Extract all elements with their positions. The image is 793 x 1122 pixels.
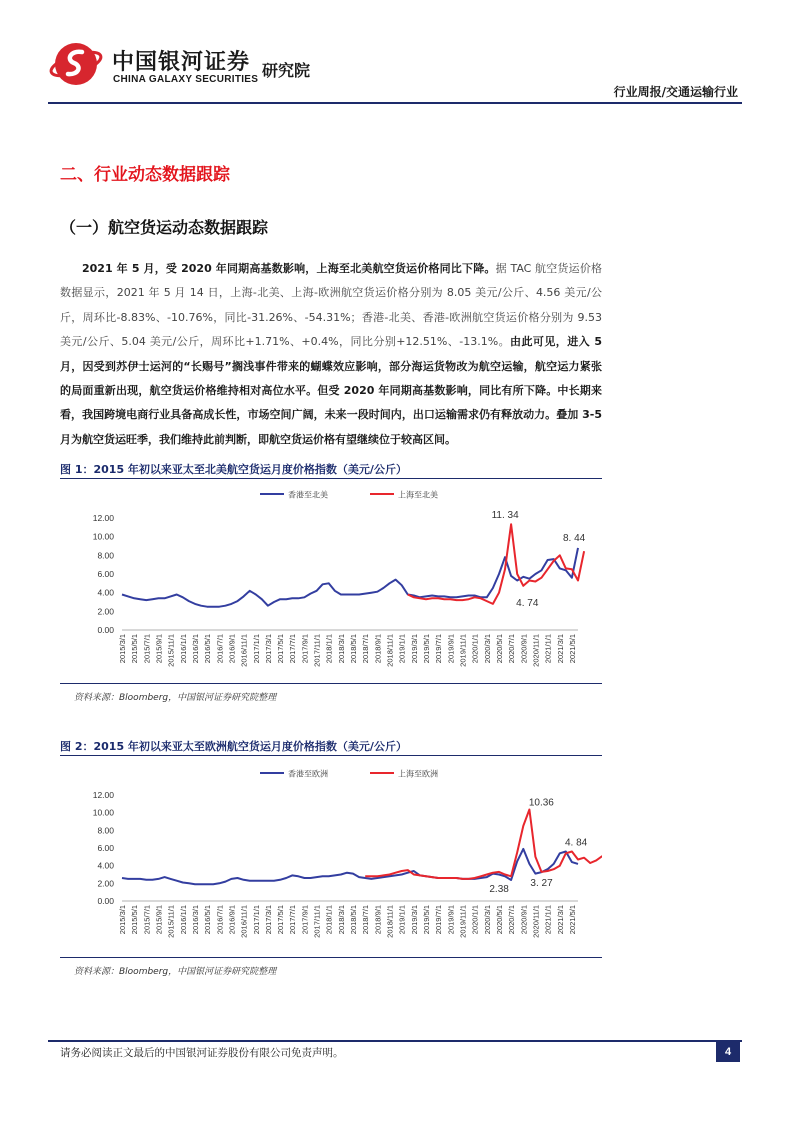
body-lead-sentence: 2021 年 5 月，受 2020 年同期高基数影响，上海至北美航空货运价格同比下降。 [82, 262, 496, 275]
series-line-hongkong [122, 548, 578, 607]
x-tick-label: 2017/3/1 [263, 905, 273, 935]
x-tick-label: 2021/3/1 [555, 905, 565, 935]
legend-label: 香港至欧洲 [288, 769, 328, 779]
y-tick-label: 10.00 [92, 531, 114, 542]
x-tick-label: 2015/3/1 [118, 634, 127, 664]
x-tick-label: 2018/5/1 [349, 634, 359, 664]
y-tick-label: 0.00 [97, 625, 114, 635]
x-tick-label: 2018/3/1 [336, 905, 346, 935]
x-tick-label: 2018/7/1 [361, 634, 371, 664]
figure2-source: 资料来源：Bloomberg，中国银河证券研究院整理 [74, 967, 277, 977]
galaxy-logo-icon [48, 40, 104, 88]
section-subtitle: （一）航空货运动态数据跟踪 [60, 218, 269, 237]
x-tick-label: 2016/3/1 [190, 634, 200, 664]
x-tick-label: 2021/3/1 [555, 634, 565, 664]
x-tick-label: 2016/3/1 [190, 905, 200, 935]
x-tick-label: 2017/1/1 [251, 905, 261, 935]
data-label: 2.38 [489, 883, 509, 895]
x-tick-label: 2018/7/1 [361, 905, 371, 935]
data-label: 4. 74 [516, 597, 539, 609]
figure2-top-rule [60, 755, 602, 756]
x-tick-label: 2020/5/1 [494, 634, 504, 664]
x-tick-label: 2015/3/1 [118, 905, 127, 935]
company-name-cn: 中国银河证券 [112, 50, 251, 75]
y-tick-label: 4.00 [97, 860, 114, 871]
figure2-title: 图 2：2015 年初以来亚太至欧洲航空货运月度价格指数（美元/公斤） [60, 740, 407, 753]
x-tick-label: 2016/1/1 [178, 905, 188, 935]
x-tick-label: 2016/9/1 [227, 905, 237, 935]
y-tick-label: 12.00 [92, 513, 114, 523]
x-tick-label: 2017/5/1 [276, 905, 286, 935]
x-tick-label: 2017/9/1 [300, 634, 310, 664]
x-tick-label: 2015/9/1 [154, 634, 164, 664]
x-tick-label: 2021/5/1 [567, 905, 577, 935]
y-tick-label: 10.00 [92, 807, 114, 818]
x-tick-label: 2019/11/1 [458, 905, 468, 938]
figure1-title: 图 1：2015 年初以来亚太至北美航空货运月度价格指数（美元/公斤） [60, 463, 407, 476]
x-tick-label: 2021/5/1 [567, 634, 577, 664]
y-tick-label: 6.00 [97, 843, 114, 853]
figure1-source: 资料来源：Bloomberg，中国银河证券研究院整理 [74, 693, 277, 703]
legend-label: 上海至欧洲 [398, 769, 438, 779]
body-conclusion: 由此可见，进入 5 月，因受到苏伊士运河的“长赐号”搁浅事件带来的蝴蝶效应影响，部分海运货物改为航空运输，航空运力紧张的局面重新出现，航空货运价格维持相对高位水平。但受 2020 年同期高基数影响，同比有所下降。中长期来看，我国跨境电商行业具备高成长性，市场空间广阔，未来一段时间内，出口运输需求仍有释放动力。叠加 3-5 月为航空货运旺季，我们维持此前判断，即航空货运价格有望继续位于较高区间。 [60, 335, 603, 446]
x-tick-label: 2017/1/1 [251, 634, 261, 664]
body-data-sentence: 据 TAC 航空货运价格数据显示，2021 年 5 月 14 日，上海-北美、上海-欧洲航空货运价格分别为 8.05 美元/公斤、4.56 美元/公斤，周环比-8.83%、-10.76%，同比-31.26%、-54.31%；香港-北美、香港-欧洲航空货运价格分别为 9.53 美元/公斤、5.04 美元/公斤，周环比+1.71%、+0.4%，同比分别+12.51%、-13.1%。 [60, 262, 603, 349]
x-tick-label: 2020/5/1 [494, 905, 504, 935]
figure1-chart [60, 480, 602, 684]
x-tick-label: 2017/7/1 [288, 634, 298, 664]
x-tick-label: 2018/9/1 [373, 905, 383, 935]
x-tick-label: 2016/11/1 [239, 905, 249, 938]
data-label: 4. 84 [564, 837, 588, 849]
institute-name: 研究院 [262, 61, 311, 80]
x-tick-label: 2020/7/1 [507, 905, 517, 935]
header-divider [48, 102, 742, 104]
x-tick-label: 2019/5/1 [422, 634, 431, 664]
x-tick-label: 2017/7/1 [288, 905, 298, 935]
x-tick-label: 2021/1/1 [543, 905, 553, 935]
x-tick-label: 2020/1/1 [470, 905, 480, 935]
x-tick-label: 2020/11/1 [531, 905, 541, 938]
x-tick-label: 2020/9/1 [519, 634, 529, 664]
legend-label: 上海至北美 [398, 490, 438, 500]
x-tick-label: 2015/9/1 [154, 905, 164, 935]
x-tick-label: 2016/9/1 [227, 634, 237, 664]
section-title: 二、行业动态数据跟踪 [60, 165, 230, 185]
figure1-top-rule [60, 478, 602, 479]
y-tick-label: 12.00 [92, 790, 114, 800]
data-label: 11. 34 [491, 510, 519, 522]
footer-disclaimer: 请务必阅读正文最后的中国银河证券股份有限公司免责声明。 [60, 1047, 344, 1059]
x-tick-label: 2015/7/1 [142, 905, 152, 935]
data-label: 10.36 [528, 797, 554, 809]
x-tick-label: 2018/11/1 [385, 634, 395, 667]
x-tick-label: 2019/1/1 [397, 634, 407, 664]
x-tick-label: 2018/3/1 [336, 634, 346, 664]
data-label: 8. 44 [562, 533, 586, 545]
x-tick-label: 2019/7/1 [434, 905, 444, 935]
x-tick-label: 2020/3/1 [482, 905, 492, 935]
x-tick-label: 2019/11/1 [458, 634, 468, 667]
x-tick-label: 2015/11/1 [166, 634, 176, 667]
x-tick-label: 2020/3/1 [482, 634, 492, 664]
x-tick-label: 2019/9/1 [446, 634, 456, 664]
x-tick-label: 2019/5/1 [422, 905, 431, 935]
y-tick-label: 0.00 [97, 896, 114, 906]
x-tick-label: 2020/11/1 [531, 634, 541, 667]
figure2-bottom-rule [60, 957, 602, 958]
x-tick-label: 2019/3/1 [409, 634, 419, 664]
x-tick-label: 2016/5/1 [203, 634, 213, 664]
x-tick-label: 2016/5/1 [203, 905, 213, 935]
x-tick-label: 2019/1/1 [397, 905, 407, 935]
x-tick-label: 2021/1/1 [543, 634, 553, 664]
x-tick-label: 2018/5/1 [349, 905, 359, 935]
x-tick-label: 2016/1/1 [178, 634, 188, 664]
x-tick-label: 2015/7/1 [142, 634, 152, 664]
x-tick-label: 2018/9/1 [373, 634, 383, 664]
y-tick-label: 8.00 [97, 825, 114, 836]
series-line-hongkong [122, 849, 578, 884]
body-paragraph [60, 257, 602, 452]
footer-divider [48, 1040, 742, 1042]
legend-label: 香港至北美 [288, 490, 328, 500]
x-tick-label: 2020/7/1 [507, 634, 517, 664]
x-tick-label: 2017/11/1 [312, 634, 322, 667]
x-tick-label: 2016/11/1 [239, 634, 249, 667]
x-tick-label: 2017/5/1 [276, 634, 286, 664]
figure1-bottom-rule [60, 683, 602, 684]
x-tick-label: 2018/1/1 [324, 634, 334, 664]
y-tick-label: 2.00 [97, 878, 114, 889]
x-tick-label: 2020/1/1 [470, 634, 480, 664]
data-label: 3. 27 [530, 878, 553, 890]
x-tick-label: 2019/3/1 [409, 905, 419, 935]
y-tick-label: 4.00 [97, 587, 114, 598]
x-tick-label: 2017/9/1 [300, 905, 310, 935]
company-logo [48, 40, 104, 88]
figure2-chart [60, 757, 602, 957]
x-tick-label: 2015/5/1 [130, 634, 140, 664]
x-tick-label: 2019/9/1 [446, 905, 456, 935]
x-tick-label: 2017/3/1 [263, 634, 273, 664]
x-tick-label: 2020/9/1 [519, 905, 529, 935]
x-tick-label: 2018/11/1 [385, 905, 395, 938]
company-name-en: CHINA GALAXY SECURITIES [113, 74, 259, 85]
x-tick-label: 2016/7/1 [215, 634, 225, 664]
y-tick-label: 8.00 [97, 550, 114, 561]
y-tick-label: 2.00 [97, 606, 114, 617]
y-tick-label: 6.00 [97, 569, 114, 579]
x-tick-label: 2016/7/1 [215, 905, 225, 935]
x-tick-label: 2019/7/1 [434, 634, 444, 664]
page-number: 4 [716, 1042, 740, 1062]
x-tick-label: 2018/1/1 [324, 905, 334, 935]
x-tick-label: 2017/11/1 [312, 905, 322, 938]
x-tick-label: 2015/5/1 [130, 905, 140, 935]
x-tick-label: 2015/11/1 [166, 905, 176, 938]
report-type: 行业周报/交通运输行业 [613, 85, 738, 99]
